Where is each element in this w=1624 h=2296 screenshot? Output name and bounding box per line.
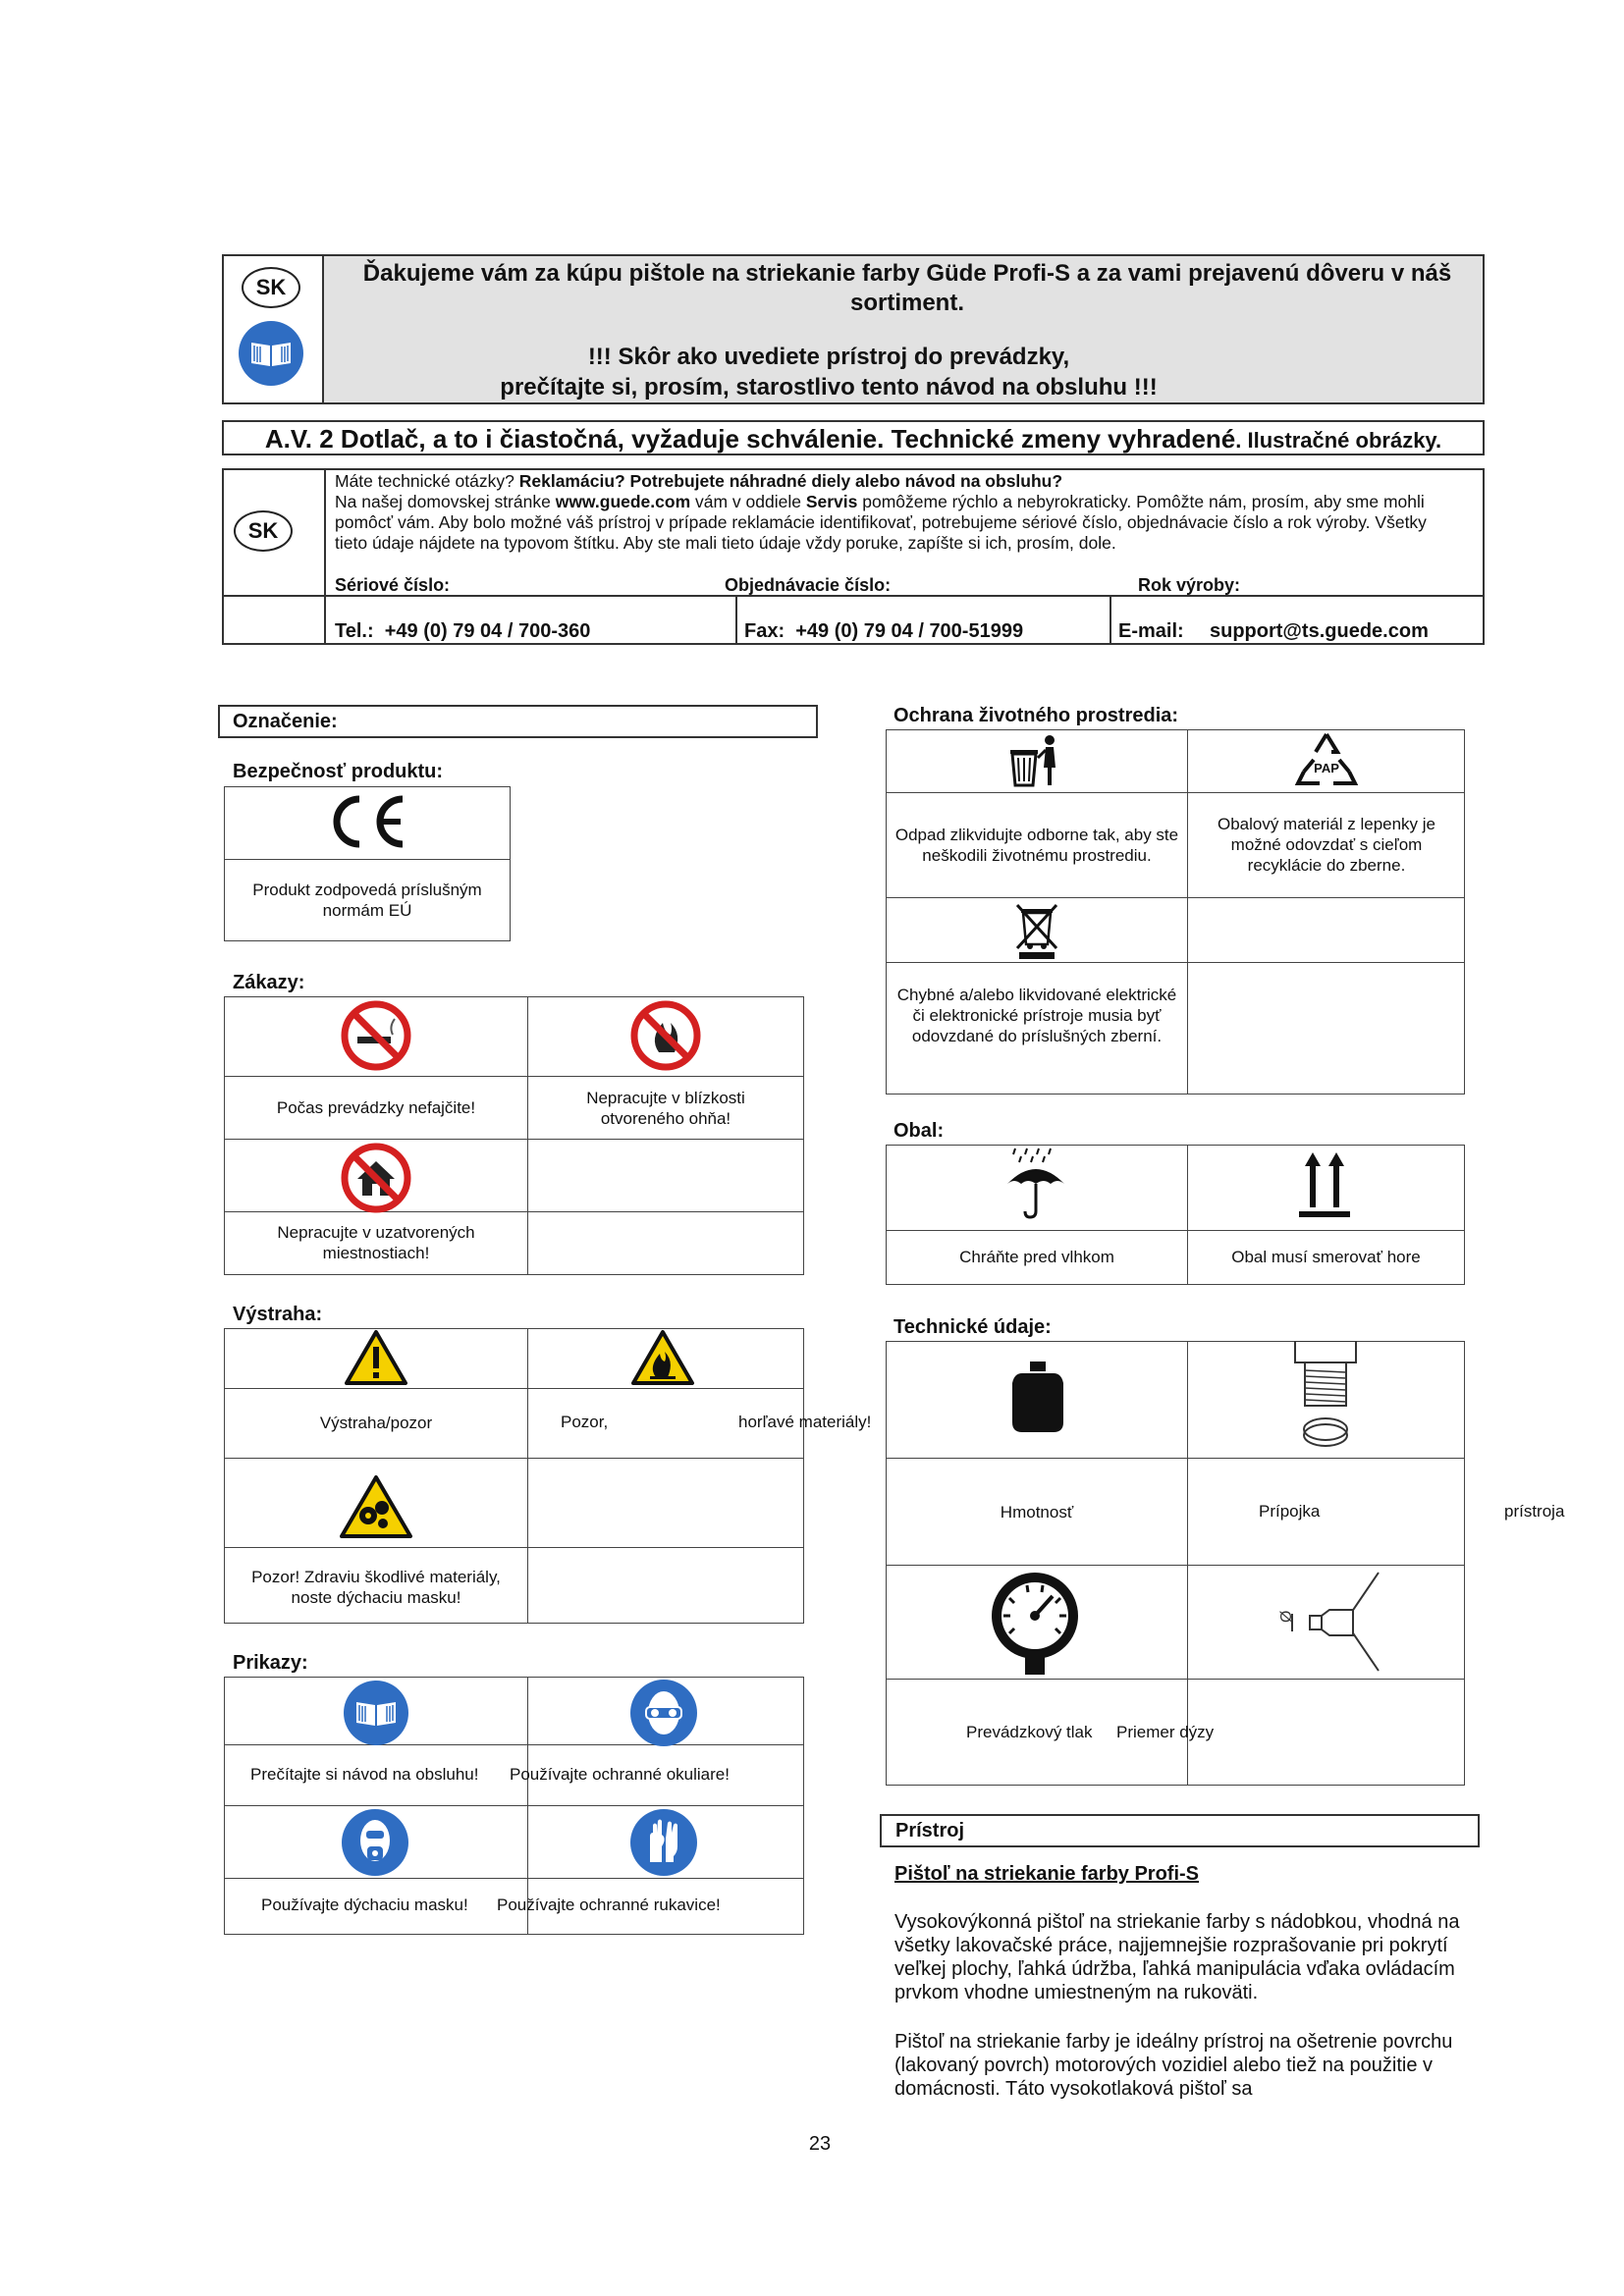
t3-text: Prevádzkový tlak (966, 1723, 1093, 1741)
email-label: E-mail: (1118, 620, 1184, 642)
v-empty-cell-2 (527, 1547, 804, 1624)
contact-divider-v2 (735, 595, 737, 645)
legal-text: A.V. 2 Dotlač, a to i čiastočná, vyžaduje schválenie. Technické zmeny vyhradené (264, 424, 1236, 454)
no-indoor-icon (340, 1142, 412, 1214)
pristroj-heading: Prístroj (895, 1820, 965, 1842)
t2b-text: prístroja (1504, 1502, 1565, 1521)
product-title: Pištoľ na striekanie farby Profi-S (894, 1863, 1200, 1885)
prikazy-heading: Prikazy: (233, 1652, 308, 1674)
v-empty-cell (527, 1458, 804, 1548)
harmful-warning-icon (339, 1474, 413, 1539)
ochrana-heading: Ochrana životného prostredia: (893, 705, 1179, 726)
z-empty-cell (527, 1139, 804, 1212)
v2-text-b: horľavé materiály! (738, 1413, 872, 1431)
sk-badge: SK (242, 267, 300, 308)
safety-goggles-icon (628, 1678, 699, 1748)
t2-text: Prípojka (1259, 1502, 1321, 1521)
t1-text: Hmotnosť (1000, 1503, 1074, 1522)
contact-divider-v (324, 468, 326, 645)
z2-text: Nepracujte v blízkosti otvoreného ohňa! (586, 1089, 745, 1128)
oznacenie-heading: Označenie: (233, 711, 338, 732)
respirator-mask-icon (340, 1807, 410, 1878)
p1-text: Prečítajte si návod na obsluhu! (250, 1765, 479, 1784)
t2-text-cell (1187, 1458, 1465, 1566)
manual-book-icon (237, 319, 305, 388)
pap-recycle-icon (1294, 730, 1359, 789)
pap-label: PAP (1314, 761, 1339, 775)
read-manual-icon (342, 1679, 410, 1747)
weight-icon (1010, 1360, 1065, 1434)
no-smoking-icon (340, 999, 412, 1072)
p4-text: Používajte ochranné rukavice! (497, 1896, 721, 1914)
nozzle-diameter-symbol: Ø (1278, 1610, 1295, 1623)
phone: Tel.: +49 (0) 79 04 / 700-360 (335, 620, 591, 642)
o-empty-cell-2 (1187, 962, 1465, 1095)
zakazy-heading: Zákazy: (233, 972, 305, 993)
vystraha-heading: Výstraha: (233, 1304, 323, 1325)
v3-text: Pozor! Zdraviu škodlivé materiály, noste dýchaciu masku! (251, 1568, 501, 1607)
fax: Fax: +49 (0) 79 04 / 700-51999 (744, 620, 1024, 642)
z1-text: Počas prevádzky nefajčite! (276, 1098, 476, 1117)
p2-text: Používajte ochranné okuliare! (510, 1765, 730, 1784)
tech-heading: Technické údaje: (893, 1316, 1052, 1338)
p3-text: Používajte dýchaciu masku! (261, 1896, 468, 1914)
product-para-2: Pištoľ na striekanie farby je ideálny prístroj na ošetrenie povrchu (lakovaný povrch) motorových vozidiel alebo tiež na použitie v domácnosti. Táto vysokotlaková pištoľ sa (894, 2031, 1453, 2100)
protective-gloves-icon (628, 1807, 699, 1878)
no-open-fire-icon (629, 999, 702, 1072)
litter-bin-icon (1006, 732, 1065, 789)
this-side-up-icon (1295, 1147, 1354, 1221)
email: support@ts.guede.com (1210, 620, 1429, 642)
o2-text: Obalový materiál z lepenky je možné odovzdať s cieľom recyklácie do zberne. (1217, 815, 1436, 875)
obal-heading: Obal: (893, 1120, 945, 1142)
z3-text: Nepracujte v uzatvorených miestnostiach! (277, 1223, 475, 1262)
ce-mark-icon (322, 793, 410, 850)
pristroj-box (880, 1814, 1480, 1847)
nozzle-diameter-icon (1276, 1571, 1384, 1673)
bezpecnost-heading: Bezpečnosť produktu: (233, 761, 444, 782)
flammable-warning-icon (630, 1329, 695, 1386)
header-thanks: Ďakujeme vám za kúpu pištole na striekanie farby Güde Profi-S a za vami prejavenú dôveru v náš sortiment. (362, 260, 1452, 316)
legal-bar (222, 420, 1485, 455)
v1-text: Výstraha/pozor (319, 1414, 433, 1432)
contact-sk-badge: SK (234, 510, 293, 552)
v2-text-a: Pozor, (561, 1413, 609, 1431)
keep-dry-umbrella-icon (1001, 1147, 1070, 1221)
t4-text-cell (1187, 1679, 1465, 1786)
ce-text: Produkt zodpovedá príslušným normám EÚ (252, 881, 482, 920)
connection-fitting-icon (1291, 1341, 1360, 1451)
pressure-gauge-icon (986, 1569, 1084, 1677)
contact-divider-v3 (1110, 595, 1111, 645)
product-para-1: Vysokovýkonná pištoľ na striekanie farby s nádobkou, vhodná na všetky lakovačské práce, najjemnejšie rozprašovanie pri pokrytí veľkej plochy, ľahká údržba, ľahká manipulácia vďaka ovládacím prvkom vhodne umiestneným na rukoväti. (894, 1911, 1460, 2003)
legal-suffix: . Ilustračné obrázky. (1235, 428, 1442, 453)
o3-text: Chybné a/alebo likvidované elektrické či elektronické prístroje musia byť odovzdané do príslušných zberní. (896, 986, 1177, 1045)
header-warning-1: !!! Skôr ako uvediete prístroj do prevádzky, (587, 344, 1070, 370)
page-number: 23 (808, 2133, 832, 2155)
o1-text: Odpad zlikvidujte odborne tak, aby ste neškodili životnému prostrediu. (894, 826, 1179, 865)
warning-general-icon (344, 1329, 408, 1386)
ob2-text: Obal musí smerovať hore (1231, 1248, 1421, 1266)
o-empty-cell (1187, 897, 1465, 963)
header-warning-2: prečítajte si, prosím, starostlivo tento návod na obsluhu !!! (500, 374, 1158, 400)
z-empty-cell-2 (527, 1211, 804, 1275)
contact-text: Máte technické otázky? Reklamáciu? Potrebujete náhradné diely alebo návod na obsluhu? Na našej domovskej stránke www.guede.com vám v oddiele Servis pomôžeme rýchlo a nebyrokraticky. Pomôžte nám, prosím, aby sme mohli pomôcť vám. Aby bolo možné váš prístroj v prípade reklamácie identifikovať, potrebujeme sériové číslo, objednávacie číslo a rok výroby. Všetky tieto údaje nájdete na typovom štítku. Aby ste mali tieto údaje vždy poruke, zapíšte si ich, prosím, dole. (335, 471, 1427, 553)
order-label: Objednávacie číslo: (725, 575, 892, 595)
weee-crossed-bin-icon (1011, 899, 1062, 960)
t4-text: Priemer dýzy (1116, 1723, 1215, 1741)
serial-label: Sériové číslo: (335, 575, 451, 595)
ob1-text: Chráňte pred vlhkom (959, 1248, 1114, 1266)
year-label: Rok výroby: (1138, 575, 1241, 595)
